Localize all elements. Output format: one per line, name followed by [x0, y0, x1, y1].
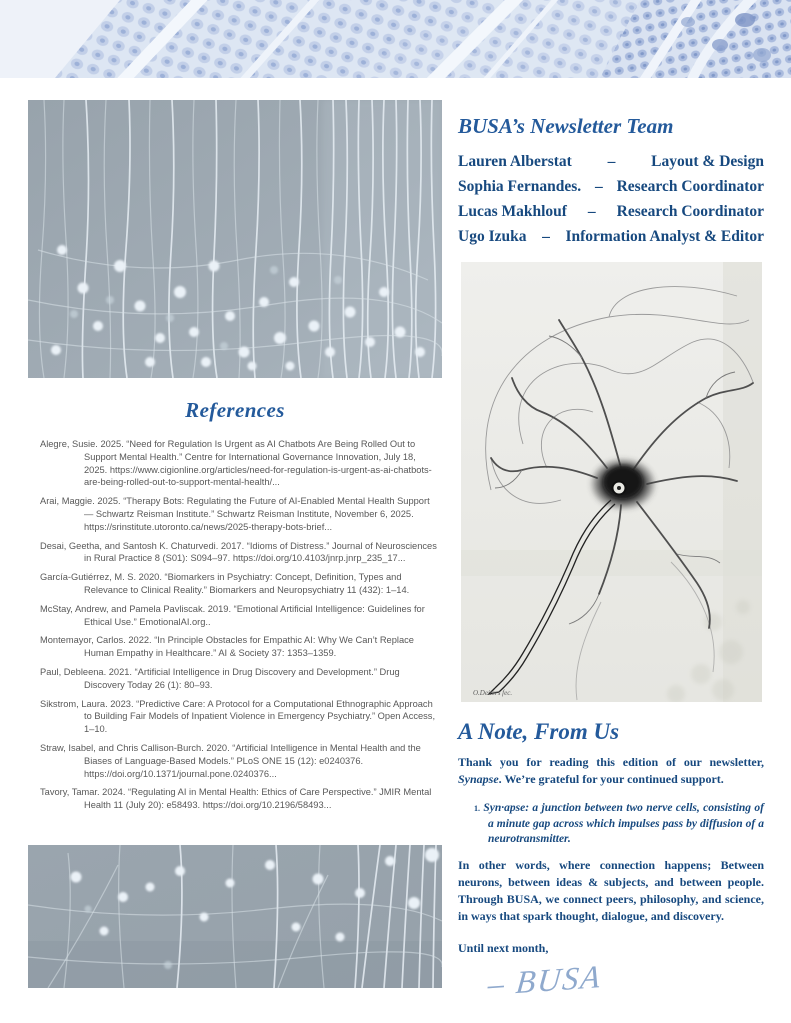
note-heading: A Note, From Us — [458, 719, 620, 744]
busa-signature-script: – BUSA — [486, 957, 605, 1002]
definition-body: a junction between two nerve cells, consisting of a minute gap across which impulses pass by diffusion of a neurotransmitter. — [488, 802, 764, 845]
team-member-name: Ugo Izuka — [458, 228, 527, 245]
neuron-drawing-image — [461, 262, 762, 702]
histology-banner-image — [0, 0, 791, 78]
team-member-role: Research Coordinator — [616, 178, 764, 195]
note-paragraph-1 — [458, 754, 764, 788]
team-member-name: Lauren Alberstat — [458, 153, 572, 170]
dash-separator: – — [542, 228, 550, 245]
team-list — [458, 149, 764, 249]
neuron-drawing-art — [461, 262, 762, 702]
reference-entry: García-Gutiérrez, M. S. 2020. “Biomarkers in Psychiatry: Concept, Definition, Types and Relevance to Clinical Reality.” Biomarkers and Neuropsychiatry 11 (432): 1–14. — [40, 572, 410, 595]
team-member-row — [458, 149, 764, 174]
team-member-role: Information Analyst & Editor — [565, 228, 764, 245]
reference-entry: Tavory, Tamar. 2024. “Regulating AI in Mental Health: Ethics of Care Perspective.” JMIR Mental Health 11 (July 20): e58493. https://doi.org/10.2196/58493... — [40, 787, 432, 811]
dash-separator: – — [607, 153, 616, 170]
histology-banner-art — [0, 0, 791, 78]
reference-entry: McStay, Andrew, and Pamela Pavliscak. 2019. “Emotional Artificial Intelligence: Guidelines for Ethical Use.” EmotionalAI.org.. — [40, 603, 425, 627]
dash-separator: – — [587, 203, 596, 220]
team-member-row — [458, 224, 764, 249]
team-heading: BUSA’s Newsletter Team — [458, 114, 674, 138]
team-member-role: Research Coordinator — [616, 203, 764, 220]
note-paragraph-1-post: . We’re grateful for your continued support. — [498, 772, 724, 786]
references-heading: References — [185, 398, 285, 422]
synapse-definition — [474, 801, 764, 848]
neuron-micrograph-top-image — [28, 100, 442, 378]
team-member-row — [458, 174, 764, 199]
note-paragraph-2: In other words, where connection happens; Between neurons, between ideas & subjects, and between people. Through BUSA, we connect peers, philosophy, and science, in ways that spark thought, dialogue, and discovery. — [458, 857, 764, 923]
team-member-row — [458, 199, 764, 224]
neuron-micrograph-top-art — [28, 100, 442, 378]
neuron-micrograph-bottom-image — [28, 845, 442, 988]
references-list — [28, 438, 442, 812]
left-column — [28, 100, 442, 818]
reference-entry: Sikstrom, Laura. 2023. “Predictive Care: A Protocol for a Computational Ethnographic Approach to Building Fair Models of Inpatient Violence in Emergency Psychiatry.” Open Access, 1–10. — [40, 698, 436, 735]
newsletter-title: Synapse — [458, 772, 499, 786]
reference-entry: Paul, Debleena. 2021. “Artificial Intelligence in Drug Discovery and Development.” Drug Discovery Today 26 (1): 80–93. — [40, 666, 400, 690]
definition-number: 1. — [474, 804, 480, 813]
note-paragraph-1-pre: Thank you for reading this edition of our newsletter, — [458, 755, 764, 769]
closing-line: Until next month, — [458, 940, 549, 955]
team-member-name: Lucas Makhlouf — [458, 203, 567, 220]
definition-term: Syn·apse: — [483, 802, 530, 814]
reference-entry: Arai, Maggie. 2025. “Therapy Bots: Regulating the Future of AI-Enabled Mental Health Support — Schwartz Reisman Institute.” Schwartz Reisman Institute, November 6, 2025. https://srinstitute.utoronto.ca/news/2025-therapy-bots-brief... — [40, 496, 430, 532]
neuron-micrograph-bottom-art — [28, 845, 442, 988]
team-member-role: Layout & Design — [651, 153, 764, 170]
reference-entry: Montemayor, Carlos. 2022. “In Principle Obstacles for Empathic AI: Why We Can’t Replace Human Empathy in Healthcare.” AI & Society 37: 1353–1359. — [40, 635, 414, 659]
right-column — [458, 100, 764, 1002]
dash-separator: – — [595, 178, 603, 195]
reference-entry: Straw, Isabel, and Chris Callison-Burch. 2020. “Artificial Intelligence in Mental Health and the Biases of Language-Based Models.” PLoS ONE 15 (12): e0240376. https://doi.org/10.1371/journal.pone.0240376... — [40, 742, 421, 779]
drawing-caption: O.Deiters fec. — [473, 689, 513, 697]
team-member-name: Sophia Fernandes. — [458, 178, 582, 195]
reference-entry: Alegre, Susie. 2025. “Need for Regulation Is Urgent as AI Chatbots Are Being Rolled Out to Support Mental Health.” Centre for International Governance Innovation, July 18, 2025. https://www.cigionline.org/articles/need-for-regulation-is-urgent-as-ai-chatbots-are-being-rolled-out-to-support-mental-health/... — [40, 439, 432, 488]
reference-entry: Desai, Geetha, and Santosh K. Chaturvedi. 2017. “Idioms of Distress.” Journal of Neurosciences in Rural Practice 8 (S01): S094–97. https://doi.org/10.4103/jnrp.jnrp_235_17... — [40, 540, 437, 564]
